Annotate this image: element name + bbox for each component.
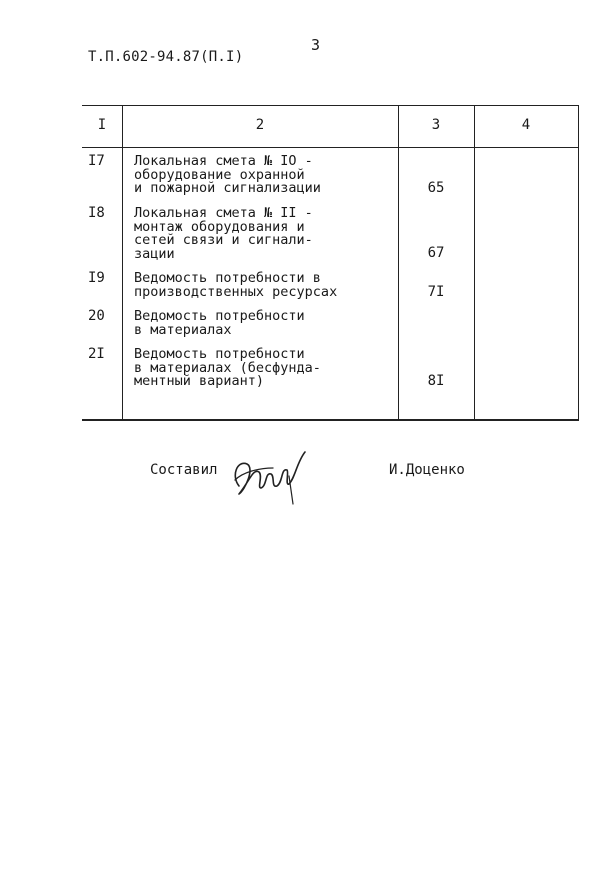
document-code: Т.П.602-94.87(П.I)	[88, 49, 244, 65]
table-header-divider	[82, 147, 579, 148]
row-title-line: сетей связи и сигнали-	[134, 232, 313, 249]
column-header-page: 3	[431, 117, 441, 133]
row-title-line: Ведомость потребности в	[134, 270, 321, 286]
table-bottom-border	[82, 419, 579, 421]
row-page: 8I	[427, 373, 445, 389]
row-title-line: Ведомость потребности	[134, 346, 305, 362]
row-number: I7	[88, 153, 105, 169]
row-title-line: Локальная смета № IO -	[134, 153, 313, 169]
handwritten-signature	[225, 446, 315, 506]
row-number: I8	[88, 205, 105, 221]
row-number: 2I	[88, 346, 105, 362]
row-number: 20	[88, 308, 105, 324]
row-title-line: Ведомость потребности	[134, 308, 305, 324]
row-page: 67	[427, 245, 445, 261]
column-divider	[474, 105, 475, 420]
row-title	[134, 348, 396, 389]
row-title-line: Локальная смета № II -	[134, 205, 313, 221]
contents-table	[82, 105, 579, 421]
row-title	[134, 207, 396, 261]
row-page: 65	[427, 180, 445, 196]
row-title	[134, 310, 396, 337]
row-title-line: производственных ресурсах	[134, 283, 338, 300]
row-title-line: ментный вариант)	[134, 373, 265, 390]
table-top-border	[82, 105, 579, 106]
row-title-line: монтаж оборудования и	[134, 218, 305, 235]
row-title-line: зации	[134, 245, 175, 262]
row-title-line: в материалах	[134, 321, 232, 338]
row-number: I9	[88, 270, 105, 286]
row-title-line: оборудование охранной	[134, 166, 305, 183]
column-header-name: 2	[255, 117, 265, 133]
row-title	[134, 155, 396, 196]
column-divider	[122, 105, 123, 420]
row-page: 7I	[427, 284, 445, 300]
column-divider	[578, 105, 579, 420]
compiled-by-label: Составил	[150, 462, 218, 478]
row-title	[134, 272, 396, 299]
compiler-name: И.Доценко	[389, 462, 465, 478]
row-title-line: в материалах (бесфунда-	[134, 359, 321, 376]
column-header-notes: 4	[521, 117, 531, 133]
row-title-line: и пожарной сигнализации	[134, 180, 321, 197]
page-number: 3	[311, 36, 321, 54]
column-header-number: I	[97, 117, 107, 133]
